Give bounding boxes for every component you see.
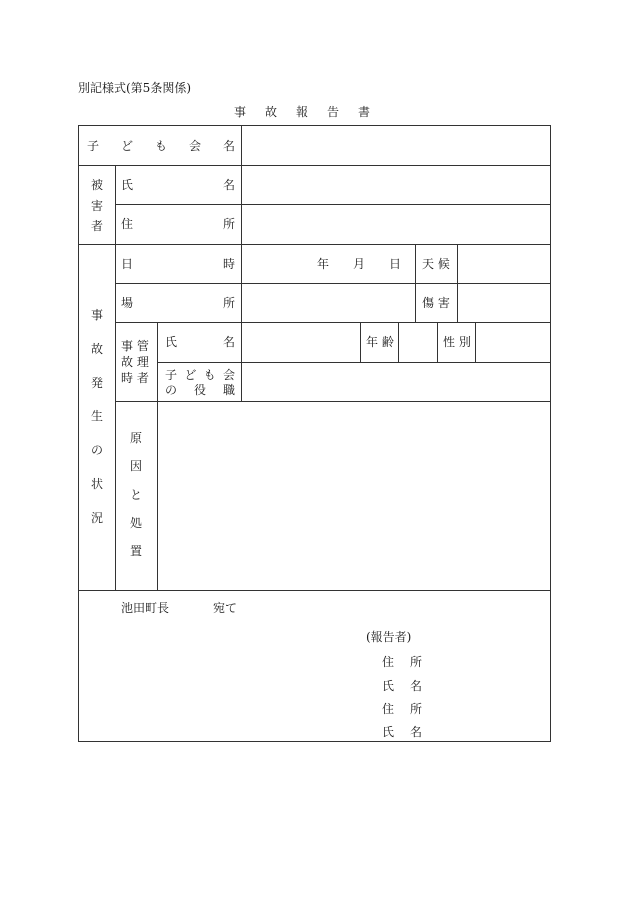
accident-report-form [78, 125, 551, 742]
year-unit: 年 [317, 257, 330, 271]
place-field[interactable] [242, 284, 415, 322]
age-field[interactable] [399, 323, 437, 362]
addressee: 池田町長 [121, 601, 170, 615]
rule [437, 322, 438, 362]
manager-role-label-line1: 子 ど も 会 [165, 368, 235, 382]
reporter-name-label-1: 氏 名 [382, 679, 425, 693]
victim-group-label: 被 害 者 [90, 178, 103, 233]
reporter-address-label-2: 住 所 [382, 702, 425, 716]
manager-role-label-line2: の 役 職 [165, 383, 235, 397]
cause-action-field[interactable] [158, 402, 550, 590]
age-label: 年 齢 [366, 335, 394, 349]
rule [360, 322, 361, 362]
rule [415, 244, 416, 323]
title-char: 書 [358, 105, 371, 119]
title-char: 告 [327, 105, 340, 119]
rule [115, 165, 116, 590]
reporter-address-label-1: 住 所 [382, 655, 425, 669]
victim-name-field[interactable] [242, 166, 550, 204]
victim-address-field[interactable] [242, 205, 550, 244]
injury-field[interactable] [458, 284, 550, 322]
title-char: 報 [296, 105, 309, 119]
form-note: 別記様式(第5条関係) [78, 81, 191, 95]
victim-address-label: 住 所 [121, 217, 235, 231]
cause-action-label: 原 因 と 処 置 [129, 431, 142, 558]
victim-name-label: 氏 名 [121, 178, 235, 192]
weather-field[interactable] [458, 245, 550, 283]
title-char: 事 [234, 105, 247, 119]
reporter-name-label-2: 氏 名 [382, 725, 425, 739]
month-unit: 月 [353, 257, 366, 271]
day-unit: 日 [389, 257, 402, 271]
manager-name-field[interactable] [242, 323, 360, 362]
weather-label: 天 候 [422, 257, 450, 271]
datetime-label: 日 時 [121, 257, 235, 271]
manager-name-label: 氏 名 [165, 335, 235, 349]
manager-label: 事 管 故 理 時 者 [121, 339, 149, 385]
gender-field[interactable] [476, 323, 550, 362]
reporter-label: (報告者) [366, 630, 412, 644]
org-name-label: 子 ど も 会 名 [87, 139, 235, 153]
rule [79, 590, 550, 591]
gender-label: 性 別 [443, 335, 471, 349]
place-label: 場 所 [121, 296, 235, 310]
addressee-suffix: 宛て [213, 601, 238, 615]
title-char: 故 [265, 105, 278, 119]
document-title [234, 103, 389, 120]
situation-group-label: 事 故 発 生 の 状 況 [90, 308, 103, 525]
injury-label: 傷 害 [422, 296, 450, 310]
manager-role-field[interactable] [242, 363, 550, 401]
org-name-field[interactable] [242, 126, 550, 165]
